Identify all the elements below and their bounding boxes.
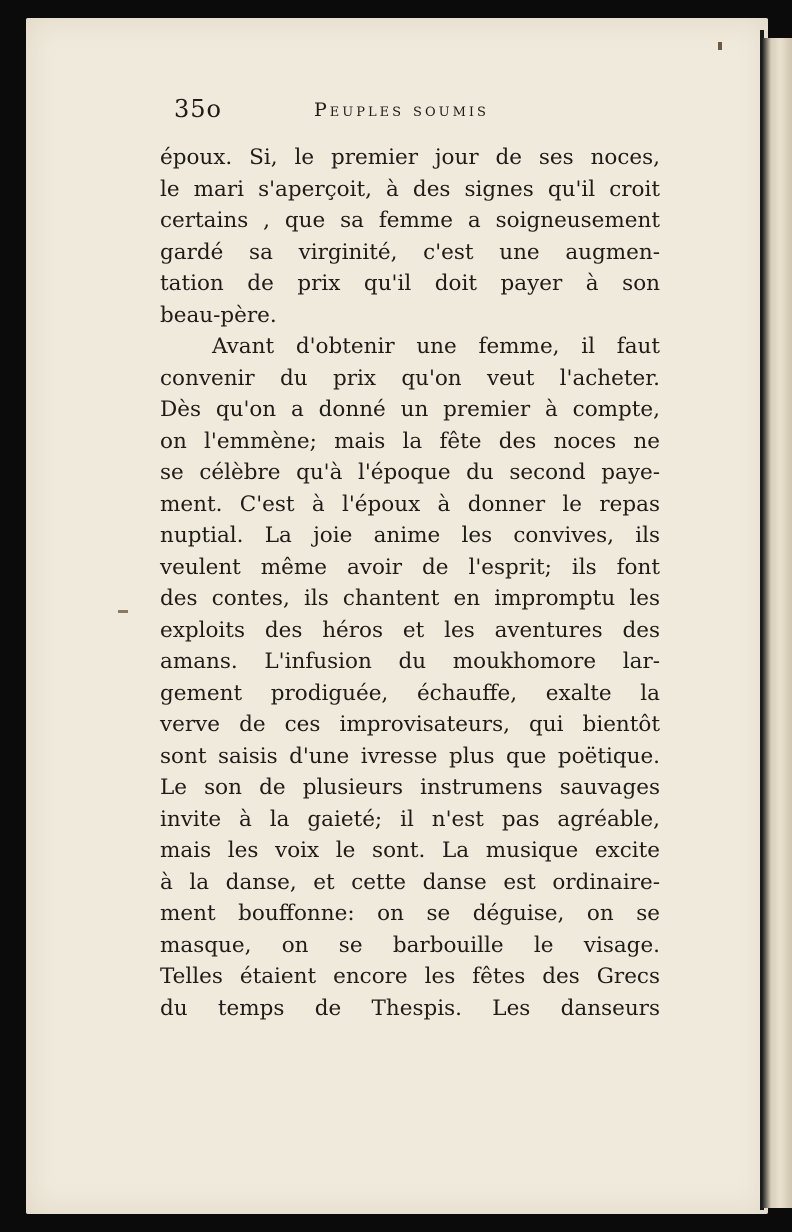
text-line: Le son de plusieurs instrumens sauvages	[160, 775, 660, 800]
body-text	[160, 142, 660, 1024]
text-line: Dès qu'on a donné un premier à compte,	[160, 397, 660, 422]
text-line: époux. Si, le premier jour de ses noces,	[160, 145, 660, 170]
text-line: invite à la gaieté; il n'est pas agréable,	[160, 806, 660, 832]
page-stack-edge	[762, 38, 792, 1208]
margin-mark	[118, 610, 128, 613]
text-line: le mari s'aperçoit, à des signes qu'il croit	[160, 176, 660, 202]
text-line: des contes, ils chantent en impromptu les	[160, 586, 660, 611]
text-line: convenir du prix qu'on veut l'acheter.	[160, 365, 660, 391]
text-line: amans. L'infusion du moukhomore lar-	[160, 649, 660, 674]
text-line: certains , que sa femme a soigneusement	[160, 208, 660, 233]
text-line: du temps de Thespis. Les danseurs	[160, 995, 660, 1021]
text-line: gement prodiguée, échauffe, exalte la	[160, 680, 660, 706]
text-line: veulent même avoir de l'esprit; ils font	[160, 554, 660, 580]
text-line: verve de ces improvisateurs, qui bientôt	[160, 712, 660, 737]
text-line: exploits des héros et les aventures des	[160, 617, 660, 643]
text-line: tation de prix qu'il doit payer à son	[160, 271, 660, 296]
text-line: Telles étaient encore les fêtes des Grecs	[160, 964, 660, 989]
text-line: masque, on se barbouille le visage.	[160, 932, 660, 958]
text-line: à la danse, et cette danse est ordinaire-	[160, 869, 660, 895]
text-line: nuptial. La joie anime les convives, ils	[160, 523, 660, 548]
page-number: 35o	[174, 95, 222, 123]
text-line: gardé sa virginité, c'est une augmen-	[160, 239, 660, 265]
text-line: ment bouffonne: on se déguise, on se	[160, 901, 660, 926]
text-line: se célèbre qu'à l'époque du second paye-	[160, 460, 660, 485]
running-title: Peuples soumis	[314, 99, 489, 121]
corner-mark	[718, 42, 722, 50]
text-line: ment. C'est à l'époux à donner le repas	[160, 491, 660, 517]
text-line: beau-père.	[160, 302, 277, 328]
page-header	[174, 95, 634, 135]
text-line: sont saisis d'une ivresse plus que poëtique.	[160, 743, 660, 769]
text-line: Avant d'obtenir une femme, il faut	[212, 334, 660, 359]
text-line: mais les voix le sont. La musique excite	[160, 838, 660, 863]
text-line: on l'emmène; mais la fête des noces ne	[160, 428, 660, 454]
